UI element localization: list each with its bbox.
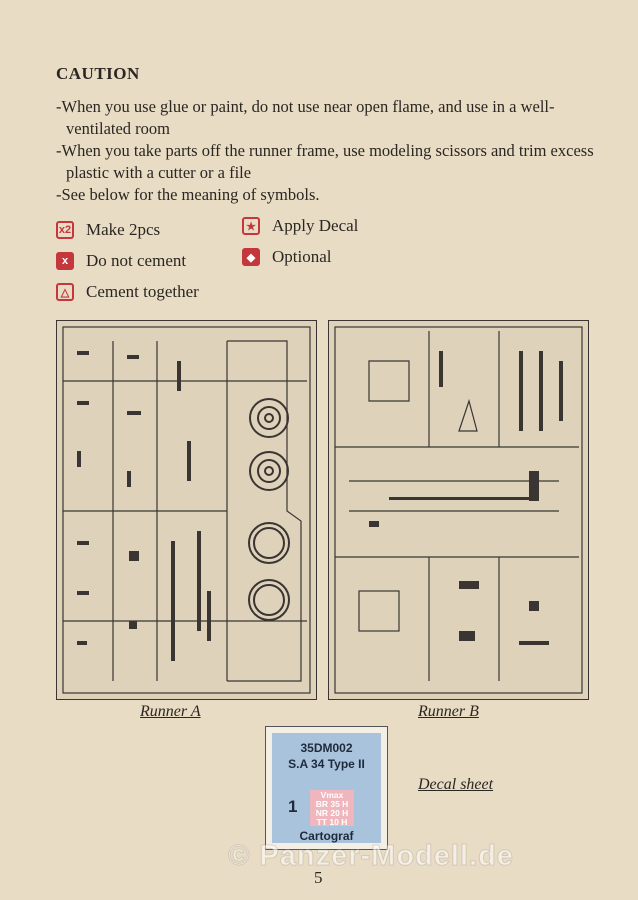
page-number: 5 [314, 868, 323, 887]
symbol-label: Apply Decal [272, 216, 359, 235]
runner-b-diagram [328, 320, 589, 700]
caution-item: -See below for the meaning of symbols. [56, 185, 320, 204]
plate-line: TT 10 H [316, 817, 348, 827]
symbol-label: Do not cement [86, 251, 187, 270]
cement-together-icon: △ [56, 283, 74, 301]
decal-sheet-label: Decal sheet [418, 776, 494, 793]
decal-sheet [265, 726, 388, 850]
decal-speed-plate [310, 790, 354, 826]
caution-title: CAUTION [56, 64, 140, 83]
decal-sheet-face [272, 733, 381, 843]
runner-a-label: Runner A [140, 703, 201, 720]
do-not-cement-icon: x [56, 252, 74, 270]
caution-item: -When you take parts off the runner frame, use modeling scissors and trim excess plastic with a cutter or a file [56, 141, 594, 182]
plate-line: Vmax [320, 790, 344, 800]
decal-code: 35DM002 [300, 741, 353, 755]
decal-maker: Cartograf [299, 829, 354, 843]
symbol-cement-together [56, 282, 199, 302]
make-2pcs-icon: x2 [56, 221, 74, 239]
symbol-label: Optional [272, 247, 332, 266]
symbol-apply-decal [242, 216, 358, 236]
watermark: © Panzer-Modell.de [228, 840, 514, 872]
symbol-label: Make 2pcs [86, 220, 161, 239]
runner-b-drawing [329, 321, 588, 699]
runner-a-drawing [57, 321, 316, 699]
symbol-make-2pcs [56, 220, 160, 240]
caution-list [56, 96, 616, 206]
decal-name: S.A 34 Type II [288, 757, 365, 771]
symbol-label: Cement together [86, 282, 199, 301]
runner-a-diagram [56, 320, 317, 700]
optional-icon: ◆ [242, 248, 260, 266]
plate-line: BR 35 H [315, 799, 349, 809]
runner-b-label: Runner B [418, 703, 479, 720]
decal-number: 1 [288, 797, 298, 816]
apply-decal-icon: ★ [242, 217, 260, 235]
symbol-do-not-cement [56, 251, 186, 271]
symbol-optional [242, 247, 332, 267]
plate-line: NR 20 H [315, 808, 349, 818]
caution-item: -When you use glue or paint, do not use near open flame, and use in a well-ventilated room [56, 97, 555, 138]
